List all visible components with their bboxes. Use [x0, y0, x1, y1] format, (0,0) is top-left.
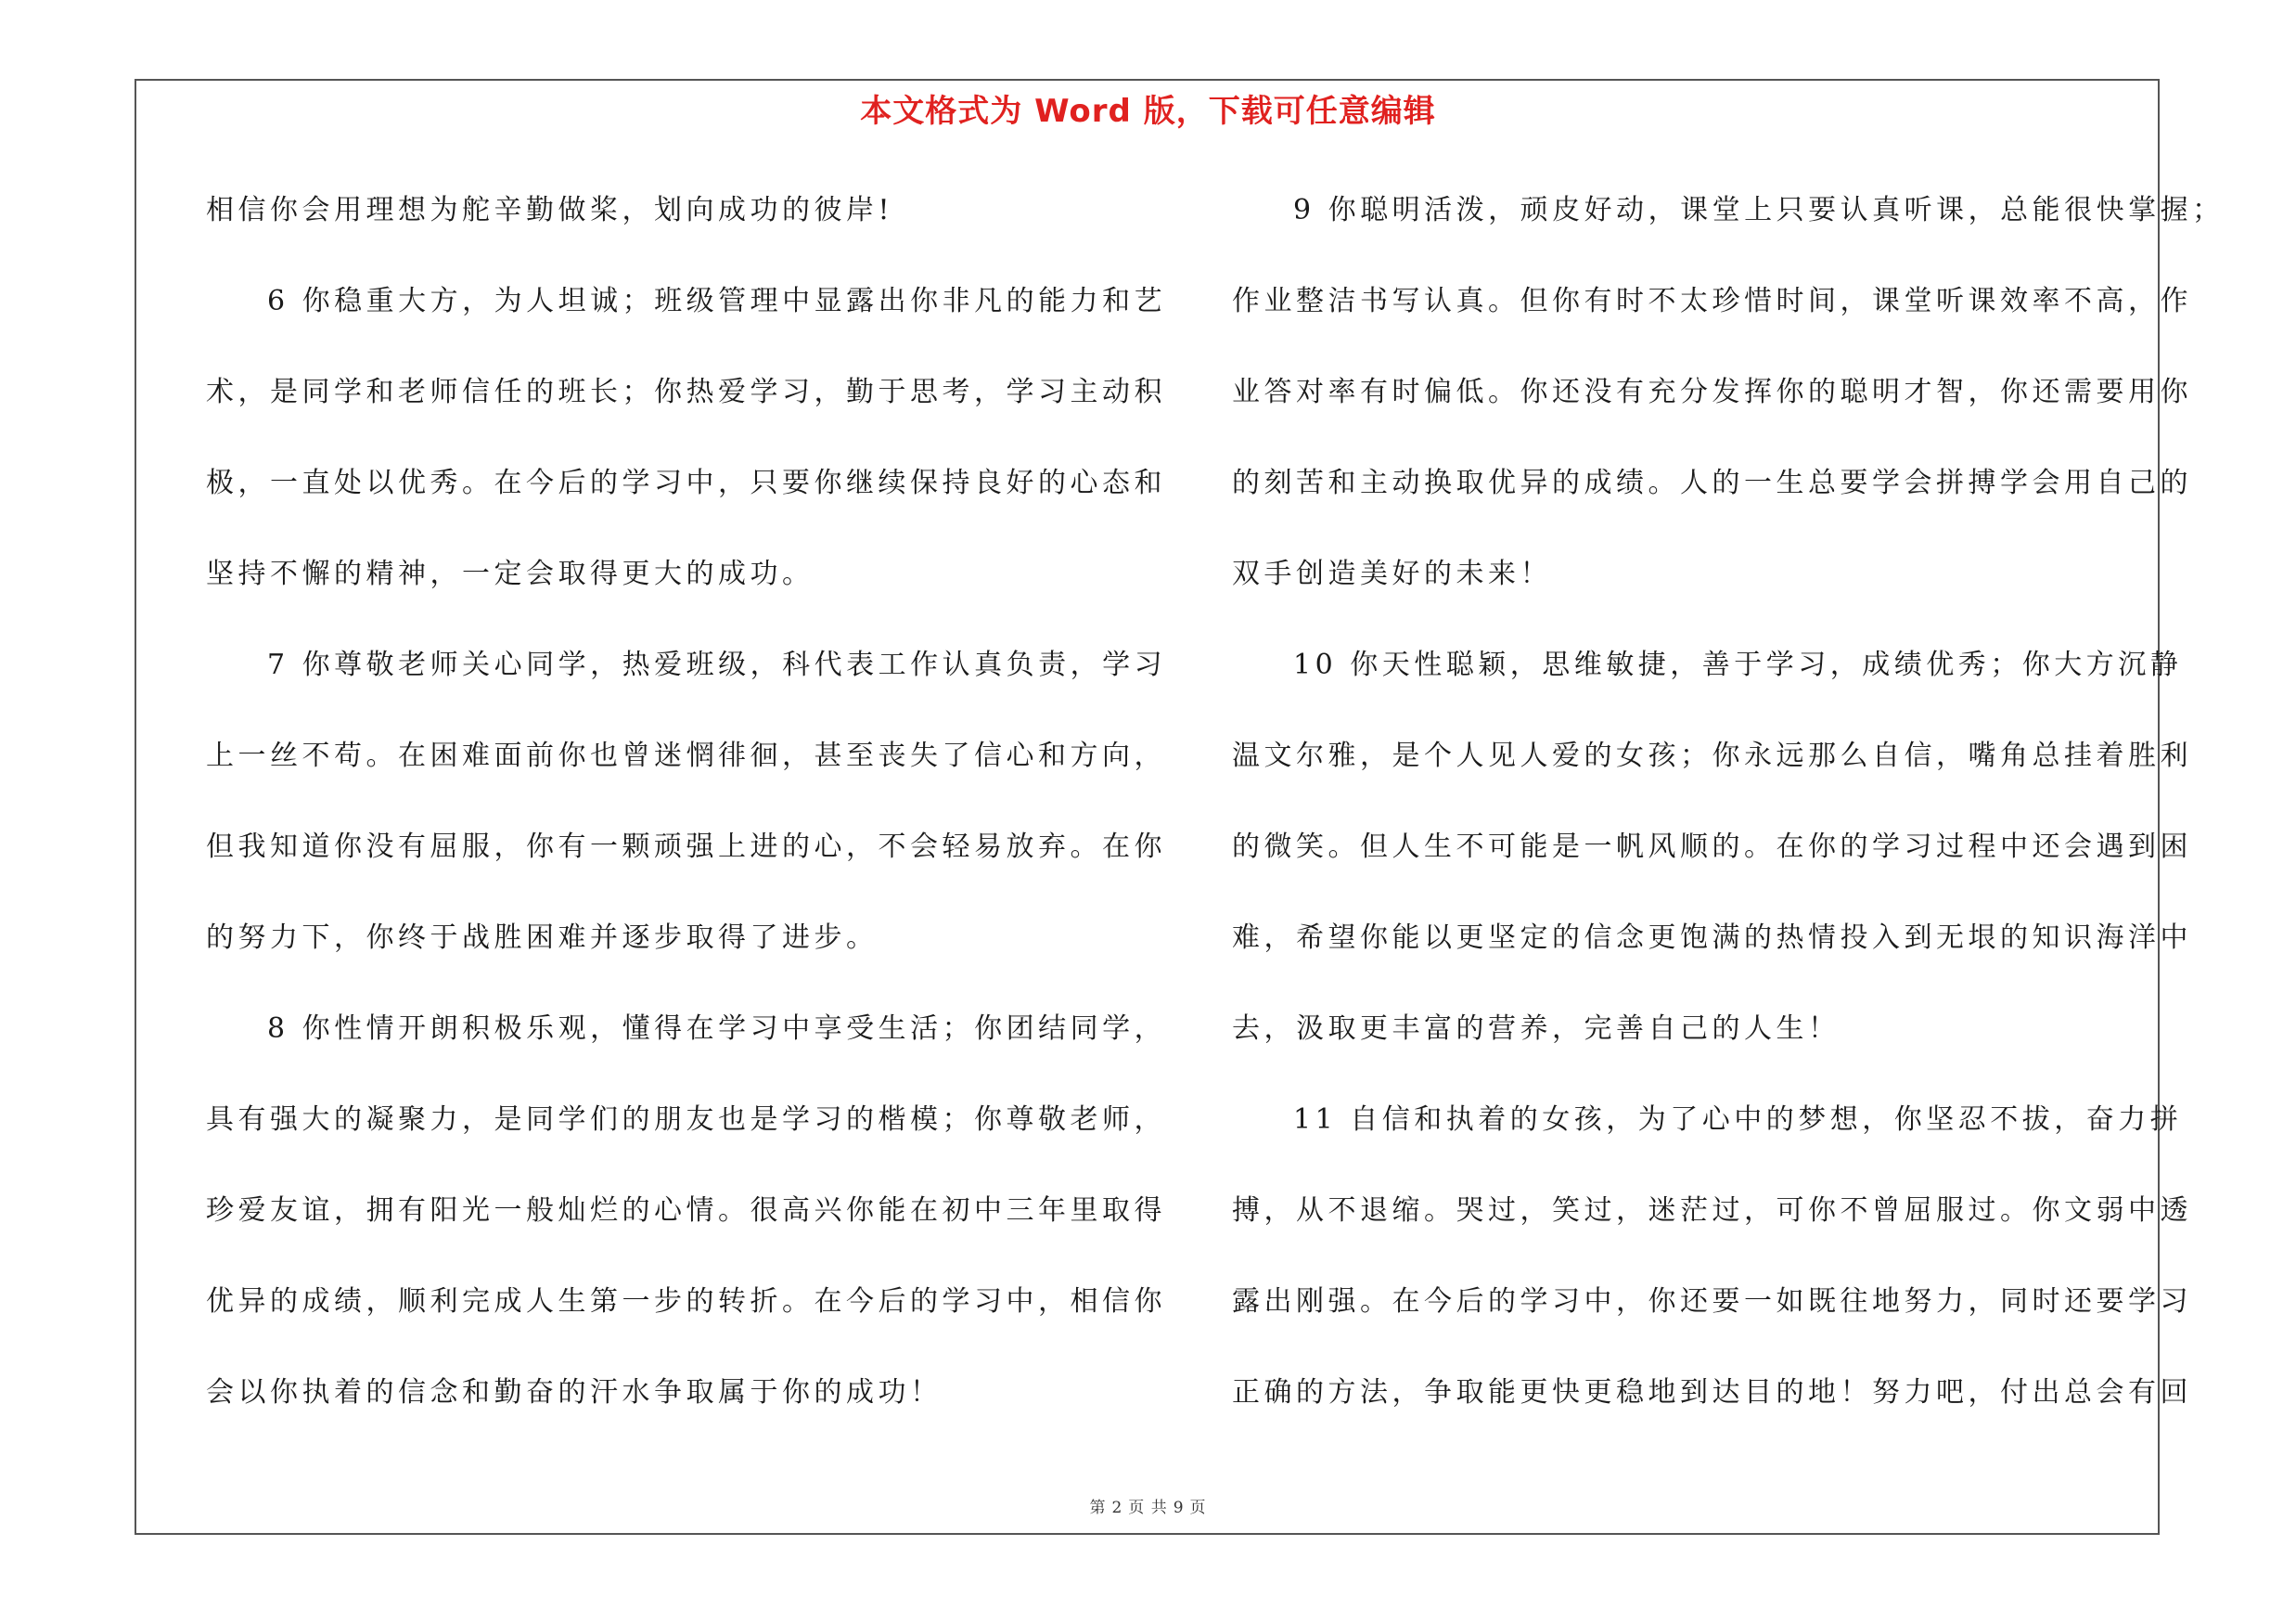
- text-line: 术，是同学和老师信任的班长；你热爱学习，勤于思考，学习主动积: [206, 376, 1166, 408]
- paragraph-11-start: 11 自信和执着的女孩，为了心中的梦想，你坚忍不拔，奋力拼: [1293, 1103, 2183, 1136]
- text-line: 搏，从不退缩。哭过，笑过，迷茫过，可你不曾屈服过。你文弱中透: [1232, 1194, 2192, 1227]
- left-text-column: [206, 176, 1167, 1449]
- text-line: 极，一直处以优秀。在今后的学习中，只要你继续保持良好的心态和: [206, 467, 1166, 499]
- text-line: 的刻苦和主动换取优异的成绩。人的一生总要学会拼搏学会用自己的: [1232, 467, 2192, 499]
- right-text-column: [1232, 176, 2225, 1449]
- text-line: 会以你执着的信念和勤奋的汗水争取属于你的成功！: [206, 1376, 943, 1409]
- text-line: 的微笑。但人生不可能是一帆风顺的。在你的学习过程中还会遇到困: [1232, 831, 2192, 863]
- text-line: 具有强大的凝聚力，是同学们的朋友也是学习的楷模；你尊敬老师，: [206, 1103, 1166, 1136]
- text-line: 正确的方法，争取能更快更稳地到达目的地！努力吧，付出总会有回: [1232, 1376, 2192, 1409]
- text-line: 的努力下，你终于战胜困难并逐步取得了进步。: [206, 921, 879, 954]
- format-notice-banner: [0, 85, 2296, 131]
- text-line: 业答对率有时偏低。你还没有充分发挥你的聪明才智，你还需要用你: [1232, 376, 2192, 408]
- text-line: 难，希望你能以更坚定的信念更饱满的热情投入到无垠的知识海洋中: [1232, 921, 2192, 954]
- text-line: 露出刚强。在今后的学习中，你还要一如既往地努力，同时还要学习: [1232, 1285, 2192, 1318]
- text-line: 双手创造美好的未来！: [1232, 558, 1552, 590]
- paragraph-10-start: 10 你天性聪颖，思维敏捷，善于学习，成绩优秀；你大方沉静: [1293, 649, 2183, 681]
- text-line: 相信你会用理想为舵辛勤做桨，划向成功的彼岸!: [206, 194, 894, 226]
- text-line: 上一丝不苟。在困难面前你也曾迷惘徘徊，甚至丧失了信心和方向，: [206, 740, 1166, 772]
- current-page-number: 2: [1111, 1499, 1123, 1517]
- text-line: 珍爱友谊，拥有阳光一般灿烂的心情。很高兴你能在初中三年里取得: [206, 1194, 1166, 1227]
- text-line: 作业整洁书写认真。但你有时不太珍惜时间，课堂听课效率不高，作: [1232, 285, 2192, 317]
- page-label-suffix: 页: [1189, 1499, 1207, 1517]
- banner-text: 本文格式为 Word 版，下载可任意编辑: [860, 93, 1436, 130]
- paragraph-7-start: 7 你尊敬老师关心同学，热爱班级，科代表工作认真负责，学习: [267, 649, 1167, 681]
- page-label-prefix: 第: [1089, 1499, 1107, 1517]
- text-line: 温文尔雅，是个人见人爱的女孩；你永远那么自信，嘴角总挂着胜利: [1232, 740, 2192, 772]
- page-number-footer: [0, 1494, 2296, 1517]
- page-label-middle: 页 共: [1128, 1499, 1168, 1517]
- text-line: 去，汲取更丰富的营养，完善自己的人生！: [1232, 1012, 1841, 1045]
- paragraph-6-start: 6 你稳重大方，为人坦诚；班级管理中显露出你非凡的能力和艺: [267, 285, 1167, 317]
- text-line: 坚持不懈的精神，一定会取得更大的成功。: [206, 558, 815, 590]
- text-line: 但我知道你没有屈服，你有一颗顽强上进的心，不会轻易放弃。在你: [206, 831, 1166, 863]
- text-line: 优异的成绩，顺利完成人生第一步的转折。在今后的学习中，相信你: [206, 1285, 1166, 1318]
- paragraph-9-start: 9 你聪明活泼，顽皮好动，课堂上只要认真听课，总能很快掌握；: [1293, 194, 2225, 226]
- total-page-count: 9: [1173, 1499, 1185, 1517]
- paragraph-8-start: 8 你性情开朗积极乐观，懂得在学习中享受生活；你团结同学，: [267, 1012, 1167, 1045]
